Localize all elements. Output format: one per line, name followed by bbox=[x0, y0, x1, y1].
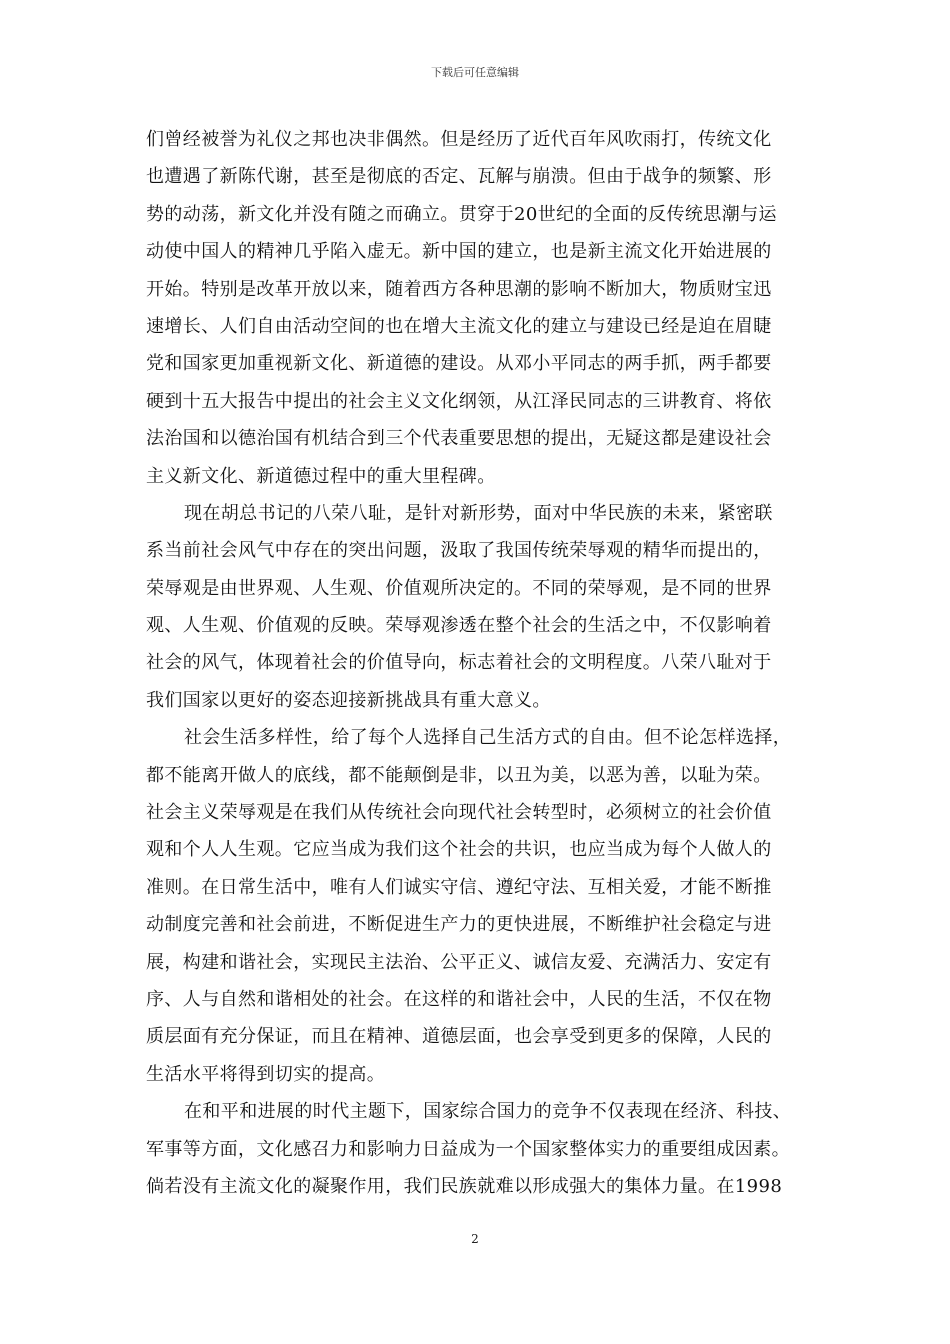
text-line: 势的动荡，新文化并没有随之而确立。贯穿于20世纪的全面的反传统思潮与运 bbox=[146, 203, 777, 225]
page-header: 下载后可任意编辑 bbox=[431, 66, 519, 79]
text-line: 硬到十五大报告中提出的社会主义文化纲领，从江泽民同志的三讲教育、将依 bbox=[146, 390, 772, 412]
text-line: 社会主义荣辱观是在我们从传统社会向现代社会转型时，必须树立的社会价值 bbox=[146, 802, 772, 824]
text-line: 序、人与自然和谐相处的社会。在这样的和谐社会中，人民的生活，不仅在物 bbox=[146, 988, 772, 1010]
text-line: 社会的风气，体现着社会的价值导向，标志着社会的文明程度。八荣八耻对于 bbox=[146, 652, 772, 674]
text-line: 主义新文化、新道德过程中的重大里程碑。 bbox=[146, 465, 496, 487]
text-line: 法治国和以德治国有机结合到三个代表重要思想的提出，无疑这都是建设社会 bbox=[146, 428, 772, 450]
text-line: 开始。特别是改革开放以来，随着西方各种思潮的影响不断加大，物质财宝迅 bbox=[146, 278, 772, 300]
text-line: 速增长、人们自由活动空间的也在增大主流文化的建立与建设已经是迫在眉睫 bbox=[146, 315, 772, 337]
text-line: 动使中国人的精神几乎陷入虚无。新中国的建立，也是新主流文化开始进展的 bbox=[146, 241, 772, 263]
text-line: 动制度完善和社会前进，不断促进生产力的更快进展，不断维护社会稳定与进 bbox=[146, 914, 772, 936]
text-line: 观、人生观、价值观的反映。荣辱观渗透在整个社会的生活之中，不仅影响着 bbox=[146, 615, 772, 637]
text-line: 系当前社会风气中存在的突出问题，汲取了我国传统荣辱观的精华而提出的， bbox=[146, 540, 772, 562]
paragraph-2 bbox=[146, 495, 808, 719]
text-line: 现在胡总书记的八荣八耻，是针对新形势，面对中华民族的未来，紧密联 bbox=[184, 502, 773, 524]
paragraph-3 bbox=[146, 719, 808, 1093]
text-line: 军事等方面，文化感召力和影响力日益成为一个国家整体实力的重要组成因素。 bbox=[146, 1138, 790, 1160]
text-line: 党和国家更加重视新文化、新道德的建设。从邓小平同志的两手抓，两手都要 bbox=[146, 353, 772, 375]
page-number: 2 bbox=[471, 1232, 479, 1246]
text-line: 都不能离开做人的底线，都不能颠倒是非，以丑为美，以恶为善，以耻为荣。 bbox=[146, 764, 772, 786]
paragraph-1 bbox=[146, 121, 808, 495]
document-body bbox=[146, 121, 808, 1205]
text-line: 在和平和进展的时代主题下，国家综合国力的竞争不仅表现在经济、科技、 bbox=[184, 1101, 792, 1123]
text-line: 生活水平将得到切实的提高。 bbox=[146, 1063, 386, 1085]
text-line: 准则。在日常生活中，唯有人们诚实守信、遵纪守法、互相关爱，才能不断推 bbox=[146, 876, 772, 898]
text-line: 观和个人人生观。它应当成为我们这个社会的共识，也应当成为每个人做人的 bbox=[146, 839, 772, 861]
text-line: 们曾经被誉为礼仪之邦也决非偶然。但是经历了近代百年风吹雨打，传统文化 bbox=[146, 129, 772, 150]
text-line: 社会生活多样性，给了每个人选择自己生活方式的自由。但不论怎样选择， bbox=[184, 727, 792, 749]
text-line: 展，构建和谐社会，实现民主法治、公平正义、诚信友爱、充满活力、安定有 bbox=[146, 951, 772, 973]
text-line: 倘若没有主流文化的凝聚作用，我们民族就难以形成强大的集体力量。在1998 bbox=[146, 1175, 783, 1197]
text-line: 荣辱观是由世界观、人生观、价值观所决定的。不同的荣辱观，是不同的世界 bbox=[146, 577, 772, 599]
paragraph-4 bbox=[146, 1093, 808, 1205]
text-line: 质层面有充分保证，而且在精神、道德层面，也会享受到更多的保障，人民的 bbox=[146, 1026, 772, 1048]
text-line: 我们国家以更好的姿态迎接新挑战具有重大意义。 bbox=[146, 689, 551, 711]
text-line: 也遭遇了新陈代谢，甚至是彻底的否定、瓦解与崩溃。但由于战争的频繁、形 bbox=[146, 166, 772, 188]
